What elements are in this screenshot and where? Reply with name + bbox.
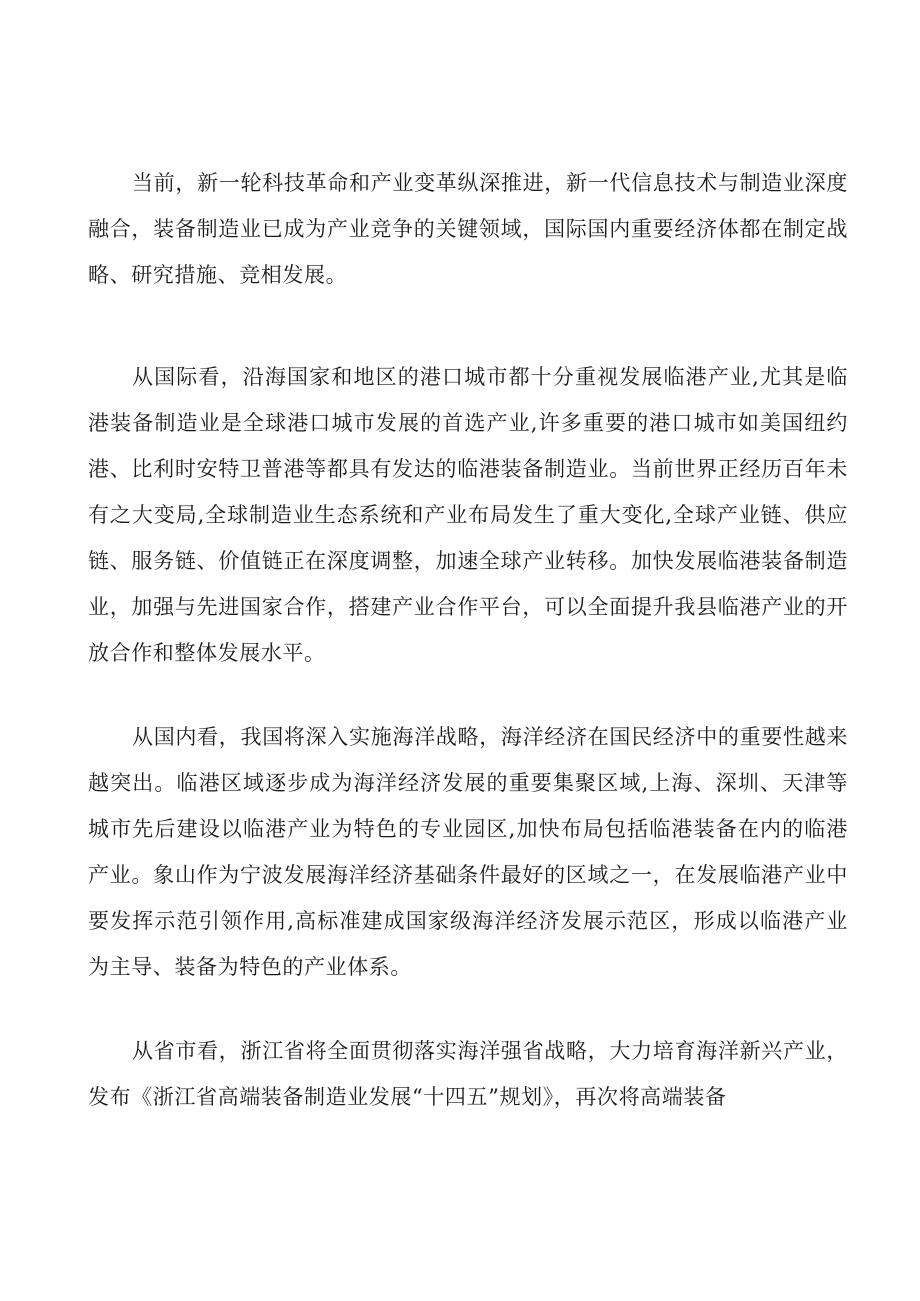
paragraph-domestic: 从国内看，我国将深入实施海洋战略，海洋经济在国民经济中的重要性越来越突出。临港区域逐步成为海洋经济发展的重要集聚区域,上海、深圳、天津等城市先后建设以临港产业为特色的专业园区,加快布局包括临港装备在内的临港产业。象山作为宁波发展海洋经济基础条件最好的区域之一，在发展临港产业中要发挥示范引领作用,高标准建成国家级海洋经济发展示范区，形成以临港产业为主导、装备为特色的产业体系。	[88, 725, 848, 979]
paragraph-current-situation: 当前，新一轮科技革命和产业变革纵深推进，新一代信息技术与制造业深度融合，装备制造业已成为产业竞争的关键领域，国际国内重要经济体都在制定战略、研究措施、竞相发展。	[88, 171, 848, 287]
paragraph-provincial: 从省市看，浙江省将全面贯彻落实海洋强省战略，大力培育海洋新兴产业，发布《浙江省高端装备制造业发展“十四五”规划》，再次将高端装备	[88, 1039, 848, 1109]
paragraph-international: 从国际看，沿海国家和地区的港口城市都十分重视发展临港产业,尤其是临港装备制造业是全球港口城市发展的首选产业,许多重要的港口城市如美国纽约港、比利时安特卫普港等都具有发达的临港装备制造业。当前世界正经历百年未有之大变局,全球制造业生态系统和产业布局发生了重大变化,全球产业链、供应链、服务链、价值链正在深度调整，加速全球产业转移。加快发展临港装备制造业，加强与先进国家合作，搭建产业合作平台，可以全面提升我县临港产业的开放合作和整体发展水平。	[88, 365, 848, 665]
